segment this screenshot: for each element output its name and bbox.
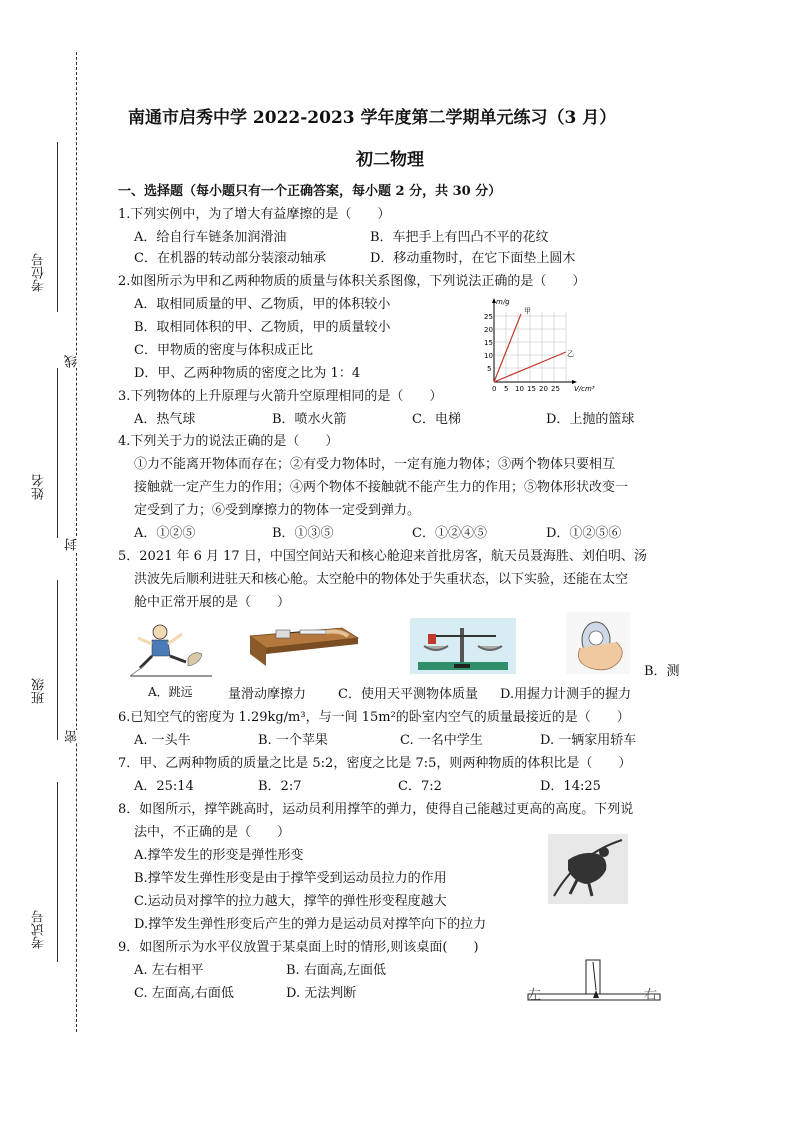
page-subtitle: 初二物理: [356, 150, 424, 170]
graph-xlabel: V/cm³: [574, 385, 595, 393]
q5-option-b-head: B．测: [644, 664, 680, 679]
spirit-level-image: [524, 956, 664, 1006]
q3-option-c: C．电梯: [412, 412, 461, 427]
q6-option-b: B. 一个苹果: [258, 733, 328, 748]
cut-mark-mi: 密: [65, 730, 80, 743]
q6-option-a: A. 一头牛: [134, 733, 191, 748]
q5-image-a-caption: A．跳远: [148, 685, 193, 699]
q3-option-d: D．上抛的篮球: [546, 412, 635, 427]
exam-number-blank: [57, 782, 58, 962]
exam-number-label: 考试号: [32, 910, 47, 949]
section-heading: 一、选择题（每小题只有一个正确答案，每小题 2 分，共 30 分）: [118, 184, 502, 199]
long-jump-image: [130, 618, 212, 680]
q7-option-a: A．25:14: [134, 779, 194, 794]
cut-mark-xian: 线: [65, 355, 80, 368]
q5-stem-line: 洪波先后顺利进驻天和核心舱。太空舱中的物体处于失重状态，以下实验，还能在太空: [134, 572, 629, 587]
q3-option-a: A．热气球: [134, 412, 196, 427]
q5-option-c: C．使用天平测物体质量: [338, 687, 478, 702]
q7-option-b: B．2:7: [258, 779, 302, 794]
q4-statement-line: 定受到了力；⑥受到摩擦力的物体一定受到弹力。: [134, 503, 421, 518]
x-tick: 15: [527, 385, 536, 393]
q7-option-d: D．14:25: [540, 779, 601, 794]
q4-option-b: B．①③⑤: [272, 526, 334, 541]
q8-option-a: A.撑竿发生的形变是弹性形变: [134, 848, 304, 863]
q4-statement-line: 接触就一定产生力的作用；④两个物体不接触就不能产生力的作用；⑤物体形状改变一: [134, 480, 629, 495]
grip-dynamometer-image: [566, 612, 630, 674]
q9-option-b: B. 右面高,左面低: [286, 963, 386, 978]
q3-stem: 3.下列物体的上升原理与火箭升空原理相同的是（ ）: [118, 389, 443, 404]
level-left-label: 左: [528, 988, 542, 1003]
y-tick: 5: [487, 365, 492, 373]
q8-option-d: D.撑竿发生弹性形变后产生的弹力是运动员对撑竿向下的拉力: [134, 917, 487, 932]
q1-option-d: D．移动重物时，在它下面垫上圆木: [370, 251, 576, 266]
series-yi-label: 乙: [567, 350, 574, 358]
q1-option-a: A．给自行车链条加润滑油: [134, 230, 287, 245]
q6-option-d: D. 一辆家用轿车: [540, 733, 637, 748]
y-tick: 25: [484, 313, 493, 321]
q2-option-b: B．取相同体积的甲、乙物质，甲的质量较小: [134, 320, 391, 335]
q4-stem: 4.下列关于力的说法正确的是（ ）: [118, 434, 339, 449]
q8-option-b: B.撑竿发生弹性形变是由于撑竿受到运动员拉力的作用: [134, 871, 447, 886]
q4-option-c: C．①②④⑤: [412, 526, 487, 541]
q2-option-a: A．取相同质量的甲、乙物质，甲的体积较小: [134, 297, 391, 312]
q8-stem-line: 8．如图所示，撑竿跳高时，运动员利用撑竿的弹力，使得自己能越过更高的高度。下列说: [118, 802, 634, 817]
x-tick: 25: [551, 385, 560, 393]
q4-statement-line: ①力不能离开物体而存在；②有受力物体时，一定有施力物体；③两个物体只要相互: [134, 457, 616, 472]
y-tick: 10: [484, 352, 493, 360]
mass-volume-graph: [474, 296, 600, 396]
x-tick: 5: [504, 385, 509, 393]
q9-option-d: D. 无法判断: [286, 986, 357, 1001]
q9-option-a: A. 左右相平: [134, 963, 204, 978]
q2-stem: 2.如图所示为甲和乙两种物质的质量与体积关系图像，下列说法正确的是（ ）: [118, 274, 586, 289]
x-tick: 10: [515, 385, 524, 393]
q6-option-c: C. 一名中学生: [400, 733, 483, 748]
q5-option-d: D.用握力计测手的握力: [500, 687, 632, 702]
q2-option-d: D．甲、乙两种物质的密度之比为 1：4: [134, 366, 361, 381]
page-title: 南通市启秀中学 2022-2023 学年度第二学期单元练习（3 月）: [128, 108, 617, 128]
q1-option-b: B．车把手上有凹凸不平的花纹: [370, 230, 549, 245]
name-blank: [57, 368, 58, 538]
x-tick: 0: [492, 385, 497, 393]
q7-option-c: C．7:2: [398, 779, 442, 794]
q9-stem: 9．如图所示为水平仪放置于某桌面上时的情形,则该桌面( ): [118, 940, 479, 955]
q1-option-c: C．在机器的转动部分装滚动轴承: [134, 251, 326, 266]
q9-option-c: C. 左面高,右面低: [134, 986, 234, 1001]
cut-mark-feng: 封: [65, 538, 80, 551]
level-right-label: 右: [644, 988, 658, 1003]
x-tick: 20: [539, 385, 548, 393]
balance-scale-image: [410, 618, 516, 674]
q8-option-c: C.运动员对撑竿的拉力越大，撑竿的弹性形变程度越大: [134, 894, 447, 909]
q5-stem-line: 5．2021 年 6 月 17 日，中国空间站天和核心舱迎来首批房客，航天员聂海胜、刘伯明、汤: [118, 549, 647, 564]
q5-option-b-cont: 量滑动摩擦力: [228, 687, 307, 702]
q4-option-a: A．①②⑤: [134, 526, 196, 541]
class-blank: [57, 580, 58, 740]
q2-option-c: C．甲物质的密度与体积成正比: [134, 343, 313, 358]
sliding-friction-image: [246, 618, 362, 666]
y-tick: 15: [484, 339, 493, 347]
graph-ylabel: m/g: [496, 298, 510, 306]
kaoweihao-label: 考位号: [32, 253, 47, 292]
class-label: 班级: [32, 678, 47, 704]
q6-stem: 6.已知空气的密度为 1.29kg/m³，与一间 15m²的卧室内空气的质量最接近的是（ ）: [118, 710, 630, 725]
pole-vault-image: [548, 834, 628, 904]
q3-option-b: B．喷水火箭: [272, 412, 347, 427]
q7-stem: 7．甲、乙两种物质的质量之比是 5:2，密度之比是 7:5，则两种物质的体积比是（ ）: [118, 756, 632, 771]
q8-stem-line: 法中，不正确的是（ ）: [134, 825, 291, 840]
series-jia-label: 甲: [524, 307, 531, 315]
name-label: 姓名: [32, 474, 47, 500]
q1-stem: 1.下列实例中，为了增大有益摩擦的是（ ）: [118, 207, 391, 222]
y-tick: 20: [484, 326, 493, 334]
q5-stem-line: 舱中正常开展的是（ ）: [134, 595, 291, 610]
q4-option-d: D．①②⑤⑥: [546, 526, 622, 541]
kaoweihao-blank: [57, 142, 58, 312]
